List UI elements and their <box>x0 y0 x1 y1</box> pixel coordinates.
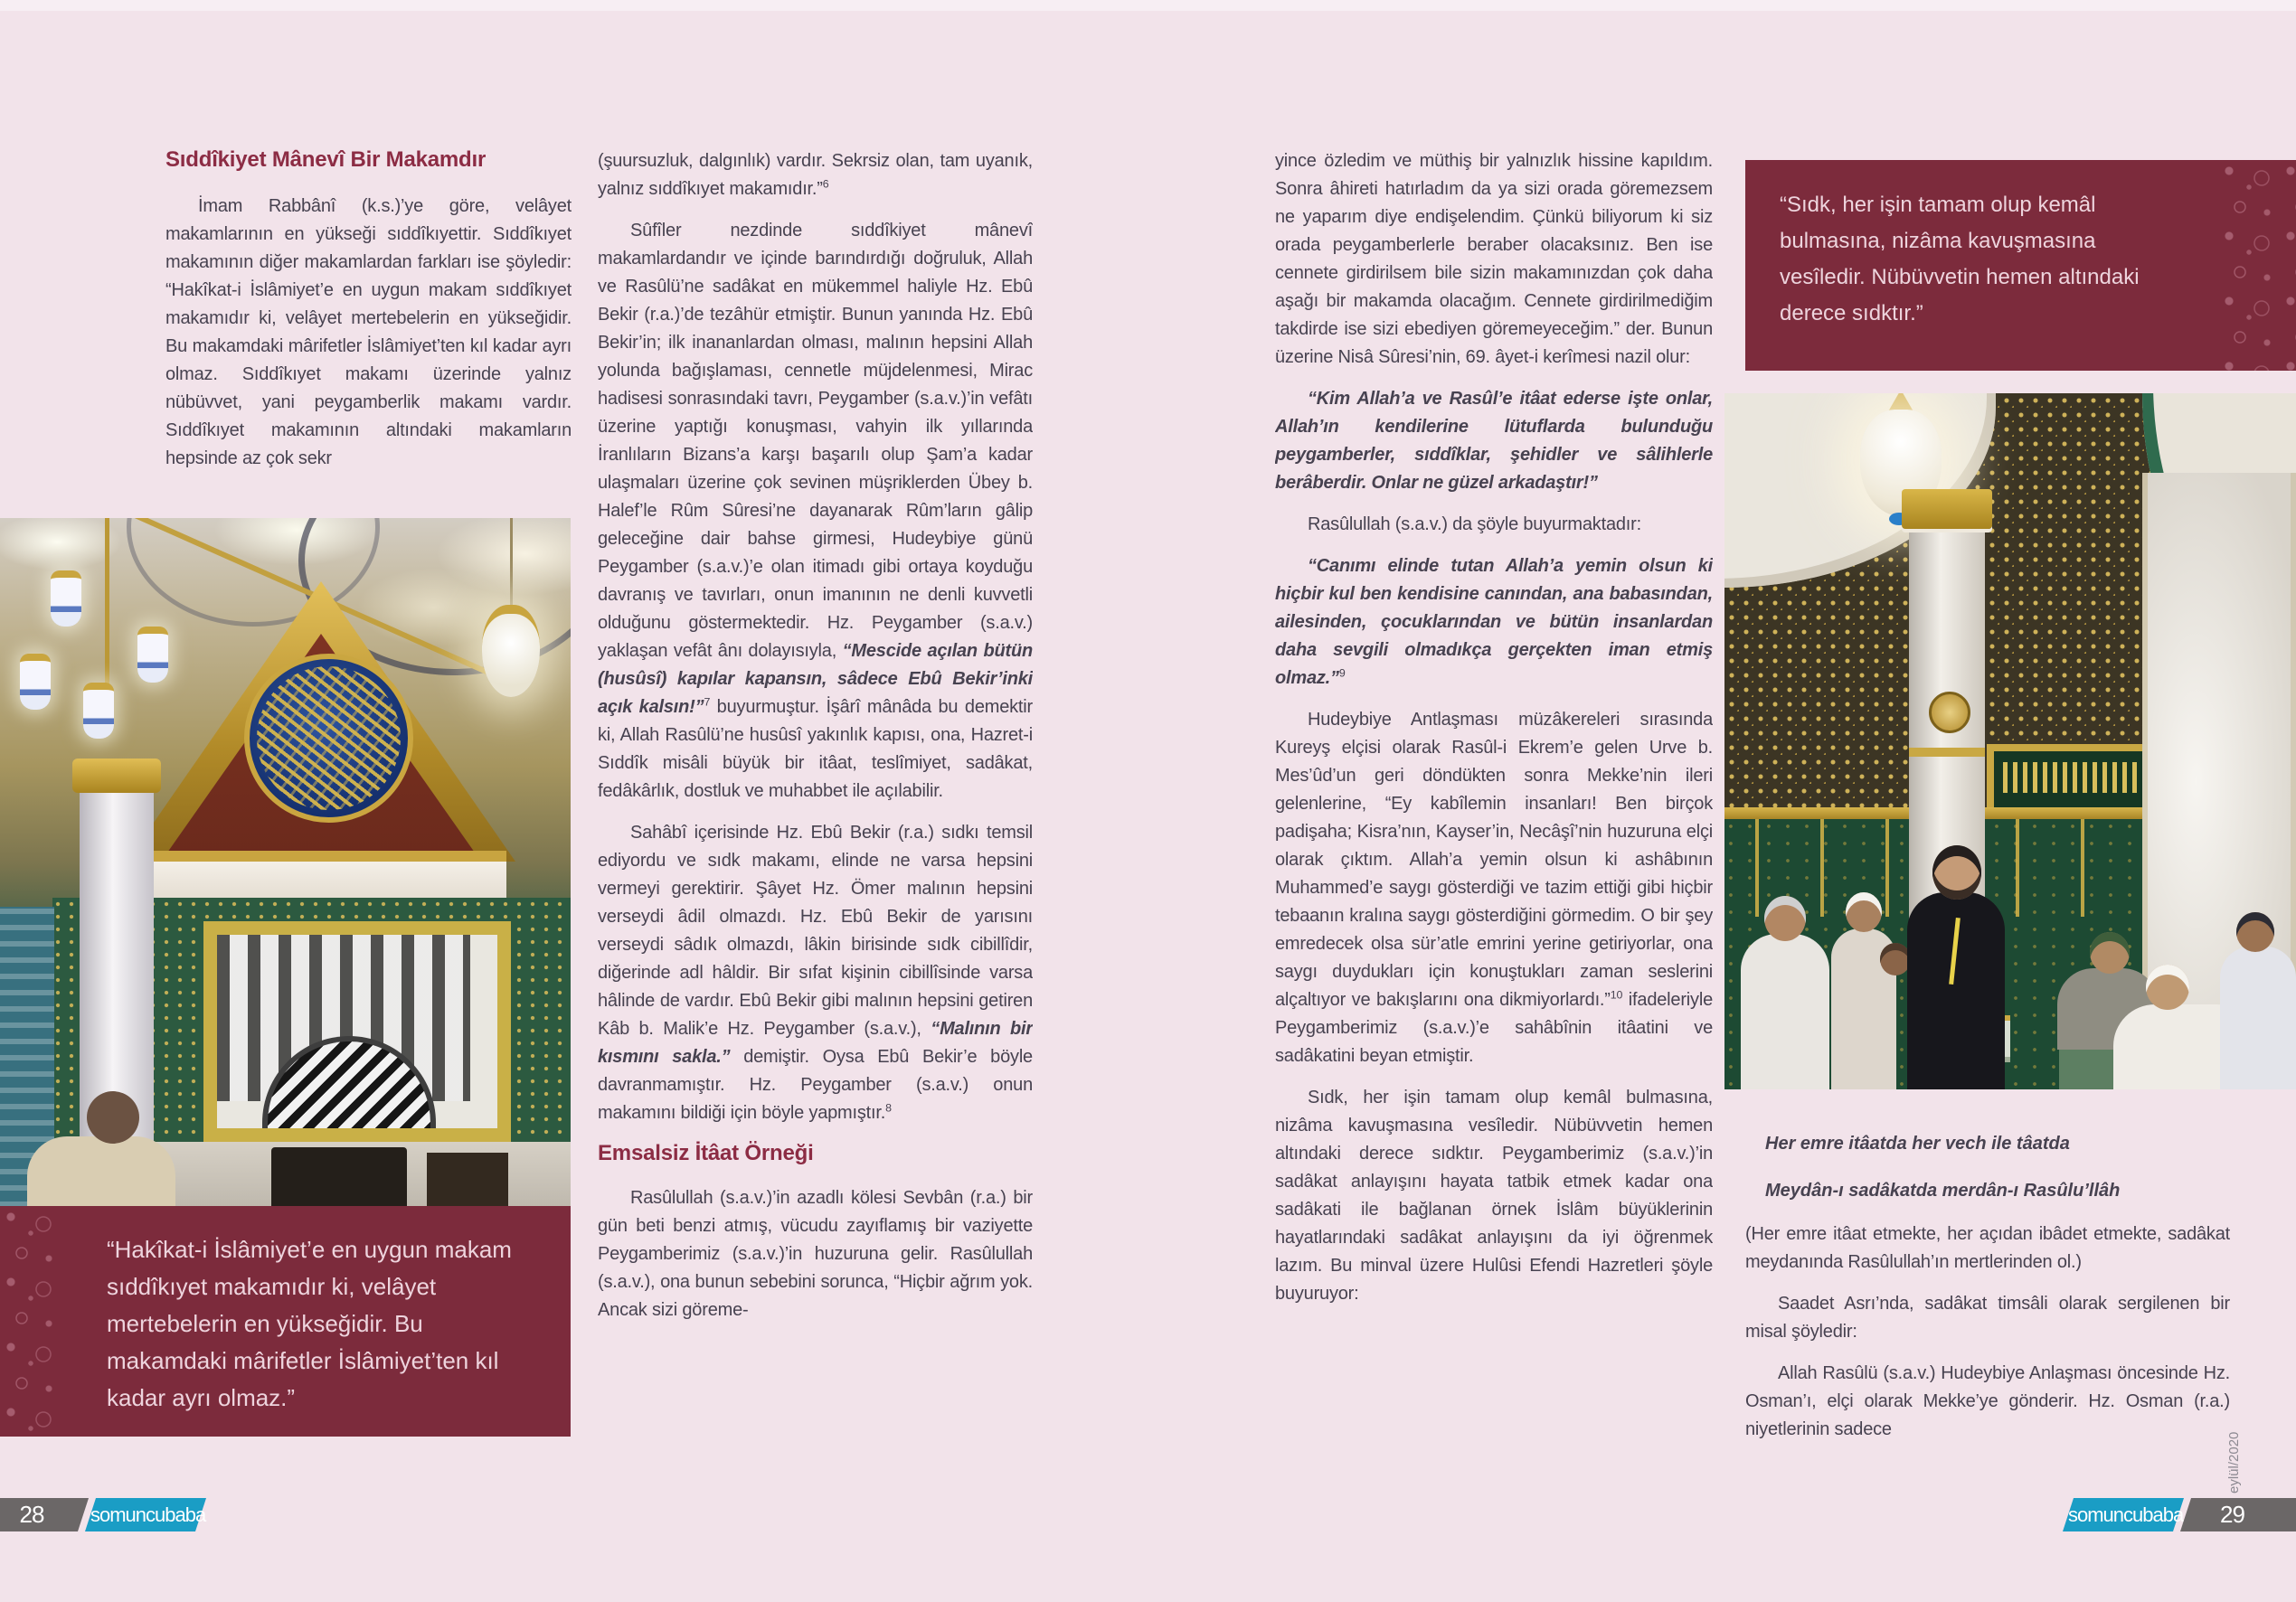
worshipper-head <box>87 1091 139 1144</box>
article-paragraph: yince özledim ve müthiş bir yalnızlık hissine kapıldım. Sonra âhireti hatırladım da ya sizi orada göremezsem ne yaparım diye endişelendim. Çünkü biliyorum ki siz orada peygamberlerle beraber olacaksınız. Ben ise cennete girdirilsem bile sizin makamınızdan çok daha aşağı bir makamda olacağım. Cennete girdirilmediğim takdirde ise sizi ebediyen göremeyeceğim.” der. Bunun üzerine Nisâ Sûresi’nin, 69. âyet-i kerîmesi nazil olur: <box>1275 151 1713 367</box>
article-paragraph: Hudeybiye Antlaşması müzâkereleri sırasında Kureyş elçisi olarak Rasûl-i Ekrem’e gelen Urve b. Mes’ûd’un geri döndükten sonra Mekke’nin ileri gelenlerine, “Ey kabîlemin insanları! Ben birçok padişaha; Kisra’nın, Kayser’in, Necâşî’nin huzuruna elçi olarak çıktım. Allah’a yemin olsun ki ashâbının Muhammed’e saygı gösterdiği ve tazim ettiği gibi hiçbir tebaanın kralına saygı gösterdiğini görmedim. O bir şey emredecek olsa sür’atle emrini yerine getiriyorlar, ona saygı duydukları için konuştukları zaman seslerini alçaltıyor ve bakışlarını ona dikmiyorlardı.”$^{10}$ ifadeleriyle Peygamberimiz (s.a.v.)’e sahâbînin itâatini ve sadâkatini beyan etmiştir. <box>1275 710 1713 1066</box>
right-page-column-1 <box>1275 147 1713 1496</box>
quote-paragraph: “Kim Allah’a ve Rasûl’e itâat ederse işte onlar, Allah’ın kendilerine lütuflarda bulunduğu peygamberler, sıddîklar, şehidler ve sâlihlerle berâberdir. Onlar ne güzel arkadaştır!” <box>1275 389 1713 493</box>
article-paragraph: Sıdk, her işin tamam olup kemâl bulmasına, nizâma kavuşmasına vesîledir. Nübüvvetin hemen altındaki derece sıdktır. Peygamberimiz (s.a.v.)’in sadâkat anlayışını hayata tatbik etmek kadar ona sadâkati ile bağlanan örnek İslâm büyüklerinin hayatlarındaki sadâkat anlayışını da iyi öğrenmek lazım. Bu minval üzere Hulûsi Efendi Hazretleri şöyle buyuruyor: <box>1275 1088 1713 1304</box>
left-page-column-2 <box>598 147 1033 1496</box>
article-paragraph: Sahâbî içerisinde Hz. Ebû Bekir (r.a.) sıdkı temsil ediyordu ve sıdk makamı, elinde ne varsa hepsini vermeyi gerektirir. Şâyet Hz. Ömer malının hepsini verseydi âdil olmazdı. Hz. Ebû Bekir de yarısını verseydi sâdık olmazdı, lâkin birisinde sıdk cibillîdir, diğerinde adl hâldir. Bir sıfat kişinin cibillîsinde varsa hâlinde de vardır. Ebû Bekir gibi malının hepsini getiren Kâb b. Malik’e Hz. Peygamber (s.a.v.), “Malının bir kısmını sakla.” demiştir. Oysa Ebû Bekir’e böyle davranmamıştır. Hz. Peygamber (s.a.v.) onun makamını bildiği için böyle yapmıştır.$^8$ <box>598 823 1033 1123</box>
worshipper <box>1741 934 1829 1089</box>
floral-ornament-pattern <box>2218 160 2296 371</box>
worshipper-head <box>2146 965 2189 1010</box>
photo-mihrab-interior <box>0 518 571 1206</box>
lamp-wire <box>510 518 513 608</box>
gold-medallion <box>1929 692 1970 733</box>
worshipper-head <box>2236 912 2274 952</box>
article-paragraph: Allah Rasûlü (s.a.v.) Hudeybiye Anlaşması öncesinde Hz. Osman’ı, elçi olarak Mekke’ye gönderir. Hz. Osman (r.a.) niyetlerinin sadece <box>1745 1363 2230 1439</box>
hanging-lamp <box>482 605 540 697</box>
worshipper <box>2220 947 2296 1089</box>
worshipper <box>27 1136 175 1206</box>
doorway <box>427 1153 508 1206</box>
poem-line: Meydân-ı sadâkatda merdân-ı Rasûlu’llâh <box>1765 1181 2121 1201</box>
hanging-lamp <box>137 627 168 683</box>
doorway <box>271 1147 407 1206</box>
article-paragraph: Saadet Asrı’nda, sadâkat timsâli olarak sergilenen bir misal şöyledir: <box>1745 1294 2230 1342</box>
page-number-left <box>0 1498 89 1531</box>
brand-label: somuncubaba <box>90 1503 206 1526</box>
brand-footer-right <box>2063 1498 2184 1531</box>
article-paragraph: Sûfîler nezdinde sıddîkiyet mânevî makamlardandır ve içinde barındırdığı doğruluk, Allah ve Rasûlü’ne sadâkat en mükemmel haliyle Hz. Ebû Bekir (r.a.)’de tezâhür etmiştir. Bunun yanında Hz. Ebû Bekir’in; ilk inananlardan olması, malının hepsini Allah yolunda bağışlaması, cennetle müjdelenmesi, Mirac hadisesi sonrasındaki tavrı, Peygamber (s.a.v.)’in vefâtı üzerine yaptığı konuşması, vahyin ilk yıllarında İranlıların Bizans’a karşı başarılı olup Şam’a kadar ulaşmaları üzerine çok sevinen müşriklerden Übey b. Halef’le Rûm Sûresi’ne dayanarak Rûm’ların gâlip geleceğine dair bahse girmesi, Hudeybiye günü Peygamber (s.a.v.)’e olan itimadı gibi ortaya koyduğu davranış ve tavırları, onun imanının ne denli kuvvetli olduğunu göstermektedir. Hz. Peygamber (s.a.v.) yaklaşan vefât ânı dolayısıyla, “Mescide açılan bütün (husûsî) kapılar kapansın, sâdece Ebû Bekir’inki açık kalsın!”$^7$ buyurmuştur. İşârî mânâda bu demektir ki, Allah Rasûlü’ne husûsî yakınlık kapısı, ona, Hazret-i Sıddîk misâli büyük bir itâat, teslîmiyet, sadâkat, fedâkârlık, dostluk ve muhabbet ile açılabilir. <box>598 221 1033 801</box>
pillar-gold-capital <box>72 759 161 793</box>
worshipper-head <box>1764 896 1806 941</box>
hanging-lamp <box>83 683 114 739</box>
page-top-strip <box>0 0 2296 11</box>
mihrab-panel-frame <box>203 921 511 1142</box>
article-paragraph: (Her emre itâat etmekte, her açıdan ibâdet etmekte, sadâkat meydanında Rasûlullah’ın mertlerinden ol.) <box>1745 1224 2230 1272</box>
calligraphy-lines <box>257 666 401 810</box>
chandelier-pole <box>105 518 109 708</box>
brand-footer-left <box>85 1498 206 1531</box>
article-paragraph: İmam Rabbânî (k.s.)’ye göre, velâyet makamlarının en yükseği sıddîkıyettir. Sıddîkıyet makamının diğer makamlardan farkları ise şöyledir: “Hakîkat-i İslâmiyet’e en uygun makam sıddîkıyet makamıdır ki, velâyet mertebelerin en yükseğidir. Bu makamdaki mârifetler İslâmiyet’ten kıl kadar ayrı olmaz. Sıddîkıyet makamı üzerinde yalnız nübüvvet, yani peygamberlik makamı vardır. Sıddîkıyet makamının altındaki makamların hepsinde az çok sekr <box>165 196 572 468</box>
issue-date-vertical: eylül/2020 <box>2226 1431 2242 1494</box>
column-gold-capital <box>1902 489 1992 529</box>
pull-quote-text: “Hakîkat-i İslâmiyet’e en uygun makam sıddîkıyet makamıdır ki, velâyet mertebelerin en yükseğidir. Bu makamdaki mârifetler İslâmiyet’ten kıl kadar ayrı olmaz.” <box>107 1236 512 1411</box>
worshipper-head <box>2090 932 2130 974</box>
floral-ornament-pattern <box>0 1206 66 1437</box>
worshipper-head <box>1932 845 1981 900</box>
poem-line: Her emre itâatda her vech ile tâatda <box>1765 1134 2070 1154</box>
brand-label: somuncubaba <box>2068 1503 2184 1526</box>
page-number-label: 29 <box>2220 1501 2244 1528</box>
photo-rawdah-green-wall <box>1724 393 2296 1089</box>
section-heading: Sıddîkiyet Mânevî Bir Makamdır <box>165 147 487 172</box>
article-paragraph: (şuursuzluk, dalgınlık) vardır. Sekrsiz olan, tam uyanık, yalnız sıddîkıyet makamıdır.”$^6$ <box>598 151 1033 199</box>
section-heading: Emsalsiz İtâat Örneği <box>598 1141 814 1165</box>
right-page-column-2 <box>1745 1126 2230 1497</box>
worshipper-head <box>1846 892 1882 932</box>
quote-paragraph: “Canımı elinde tutan Allah’a yemin olsun ki hiçbir kul ben kendisine canından, ana babasından, ailesinden, çocuklarından ve bütün insanlardan daha sevgili olmadıkça gerçekten iman etmiş olmaz.”$^9$ <box>1275 556 1713 688</box>
hanging-lamp <box>51 570 81 627</box>
article-paragraph: Rasûlullah (s.a.v.) da şöyle buyurmaktadır: <box>1308 514 1641 534</box>
pull-quote-box <box>0 1206 571 1437</box>
article-paragraph: Rasûlullah (s.a.v.)’in azadlı kölesi Sevbân (r.a.) bir gün beti benzi atmış, vücudu zayıflamış bir vaziyette Peygamberimiz (s.a.v.)’in huzuruna gelir. Rasûlullah (s.a.v.), ona bunun sebebini sorunca, “Hiçbir ağrım yok. Ancak sizi göreme- <box>598 1188 1033 1320</box>
pull-quote-box <box>1745 160 2296 371</box>
pull-quote-text: “Sıdk, her işin tamam olup kemâl bulmasına, nizâma kavuşmasına vesîledir. Nübüvvetin hemen altındaki derece sıdktır.” <box>1780 193 2140 325</box>
column-gold-ring <box>1909 748 1985 757</box>
page-number-right <box>2180 1498 2296 1531</box>
hanging-lamp <box>20 654 51 710</box>
page-number-label: 28 <box>19 1501 44 1528</box>
calligraphy-lines <box>2003 762 2166 793</box>
calligraphy-medallion <box>244 654 413 823</box>
worshipper-head <box>1880 943 1911 975</box>
left-page-column-1 <box>165 147 572 516</box>
